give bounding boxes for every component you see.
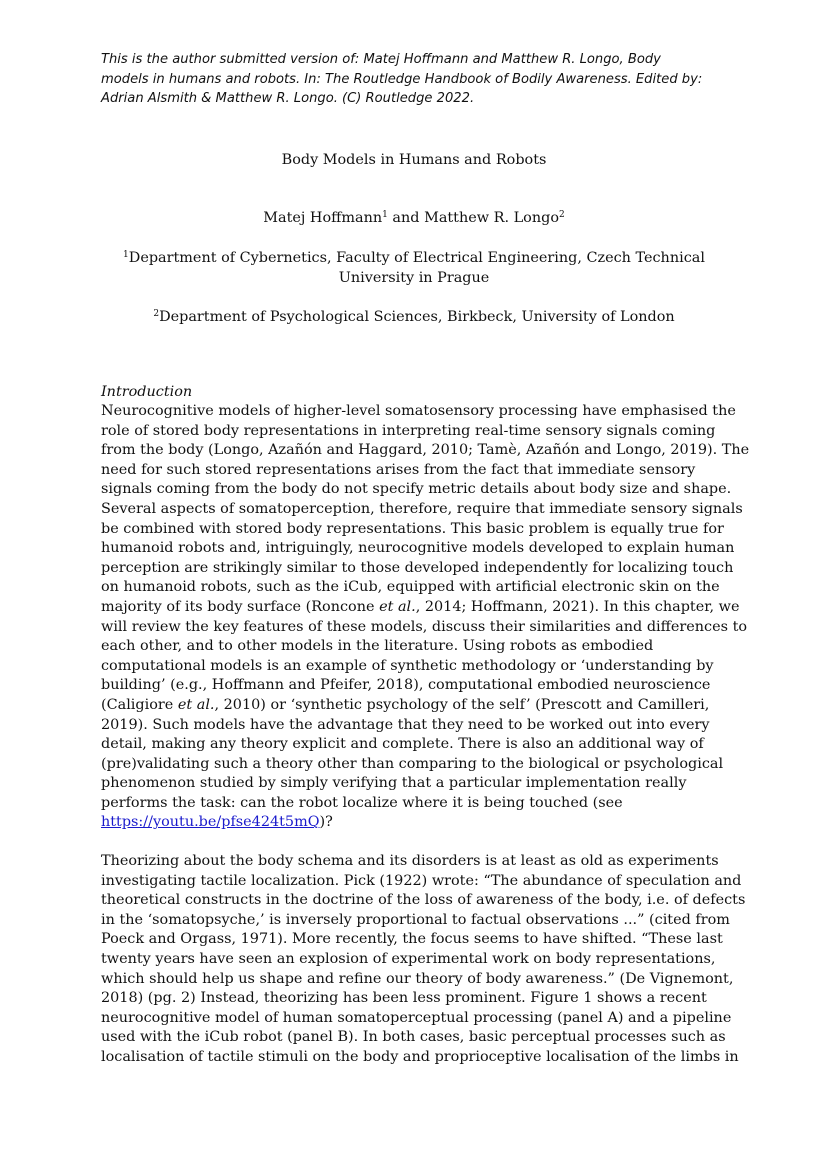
text-line: theoretical constructs in the doctrine of the loss of awareness of the body, i.e. of defects: [101, 892, 746, 909]
authors: [0, 208, 828, 228]
text-line: used with the iCub robot (panel B). In both cases, basic perceptual processes such as: [101, 1029, 726, 1046]
affil-2-mark: 2: [153, 309, 160, 319]
note-line: Adrian Alsmith & Matthew R. Longo. (C) Routledge 2022.: [101, 91, 475, 106]
text-run: , 2014; Hoffmann, 2021). In this chapter, we: [415, 598, 740, 615]
et-al-italic: et al.: [379, 598, 416, 615]
text-run: )?: [319, 814, 333, 831]
note-line: models in humans and robots. In: The Routledge Handbook of Bodily Awareness. Edited by:: [101, 71, 703, 87]
title-text: Body Models in Humans and Robots: [281, 152, 547, 168]
text-line: humanoid robots and, intriguingly, neurocognitive models developed to explain human: [101, 540, 735, 557]
text-line: [101, 598, 741, 618]
text-line: phenomenon studied by simply verifying that a particular implementation really: [101, 775, 687, 792]
text-line: role of stored body representations in interpreting real-time sensory signals coming: [101, 422, 716, 439]
text-line: twenty years have seen an explosion of experimental work on body representations,: [101, 950, 716, 967]
author-2: Matthew R. Longo: [424, 210, 559, 226]
text-line: from the body (Longo, Azañón and Haggard, 2010; Tamè, Azañón and Longo, 2019). The: [101, 442, 750, 459]
affil-1-text: Department of Cybernetics, Faculty of Electrical Engineering, Czech Technical: [128, 250, 705, 266]
text-line: investigating tactile localization. Pick (1922) wrote: “The abundance of speculation and: [101, 872, 742, 889]
text-run: , 2010) or ‘synthetic psychology of the self’ (Prescott and Camilleri,: [214, 696, 710, 713]
author-connector: and: [387, 210, 425, 226]
text-line: be combined with stored body representations. This basic problem is equally true for: [101, 520, 724, 537]
text-line: (pre)validating such a theory other than comparing to the biological or psychological: [101, 755, 724, 772]
affiliation-1-line-1: [0, 248, 828, 268]
text-line: will review the key features of these models, discuss their similarities and differences to: [101, 618, 748, 635]
text-line: computational models is an example of synthetic methodology or ‘understanding by: [101, 657, 714, 674]
author-1-affil-mark: 1: [382, 210, 388, 220]
text-run: (Caligiore: [101, 696, 178, 713]
author-2-affil-mark: 2: [558, 210, 565, 220]
text-line: perception are strikingly similar to those developed independently for localizing touch: [101, 559, 734, 576]
paragraph-2: [101, 852, 746, 1068]
text-line: building’ (e.g., Hoffmann and Pfeifer, 2018), computational embodied neuroscience: [101, 677, 711, 694]
text-line: need for such stored representations arises from the fact that immediate sensory: [101, 461, 696, 478]
text-line: localisation of tactile stimuli on the body and proprioceptive localisation of the limbs in: [101, 1048, 739, 1065]
text-line: performs the task: can the robot localize where it is being touched (see: [101, 794, 623, 811]
author-version-note: [101, 50, 741, 109]
affil-2-text: Department of Psychological Sciences, Birkbeck, University of London: [159, 309, 675, 325]
affiliation-1-line-2: University in Prague: [338, 270, 490, 286]
affil-1-mark: 1: [123, 250, 129, 260]
et-al-italic: et al.: [177, 696, 215, 713]
section-heading-introduction: Introduction: [101, 384, 193, 400]
author-1: Matej Hoffmann: [263, 210, 383, 226]
text-line: [101, 696, 741, 716]
text-line: detail, making any theory explicit and complete. There is also an additional way of: [101, 736, 704, 753]
text-line: on humanoid robots, such as the iCub, equipped with artificial electronic skin on the: [101, 579, 720, 596]
text-line: in the ‘somatopsyche,’ is inversely proportional to factual observations ...” (cited from: [101, 911, 730, 928]
text-line: Neurocognitive models of higher-level somatosensory processing have emphasised the: [101, 403, 736, 419]
text-line: signals coming from the body do not specify metric details about body size and shape.: [101, 481, 732, 498]
author-line: [0, 208, 828, 228]
affiliation-2-line: [0, 307, 828, 327]
video-link[interactable]: https://youtu.be/pfse424t5mQ: [101, 814, 320, 831]
text-line: Poeck and Orgass, 1971). More recently, the focus seems to have shifted. “These last: [101, 931, 723, 948]
text-line: Theorizing about the body schema and its disorders is at least as old as experiments: [101, 853, 719, 869]
text-line: which should help us shape and refine our theory of body awareness.” (De Vignemont,: [101, 970, 734, 987]
affiliation-2: [0, 307, 828, 327]
text-run: majority of its body surface (Roncone: [101, 598, 380, 615]
paragraph-1: [101, 402, 750, 833]
affiliation-1: [0, 248, 828, 288]
note-line: This is the author submitted version of: Matej Hoffmann and Matthew R. Longo, Body: [101, 52, 661, 67]
paper-title: [0, 150, 828, 170]
text-line: [101, 813, 741, 833]
text-line: each other, and to other models in the literature. Using robots as embodied: [101, 638, 654, 655]
text-line: Several aspects of somatoperception, therefore, require that immediate sensory signals: [101, 500, 743, 517]
text-line: 2018) (pg. 2) Instead, theorizing has been less prominent. Figure 1 shows a recent: [101, 990, 707, 1007]
text-line: neurocognitive model of human somatoperceptual processing (panel A) and a pipeline: [101, 1009, 732, 1026]
text-line: 2019). Such models have the advantage that they need to be worked out into every: [101, 716, 710, 733]
